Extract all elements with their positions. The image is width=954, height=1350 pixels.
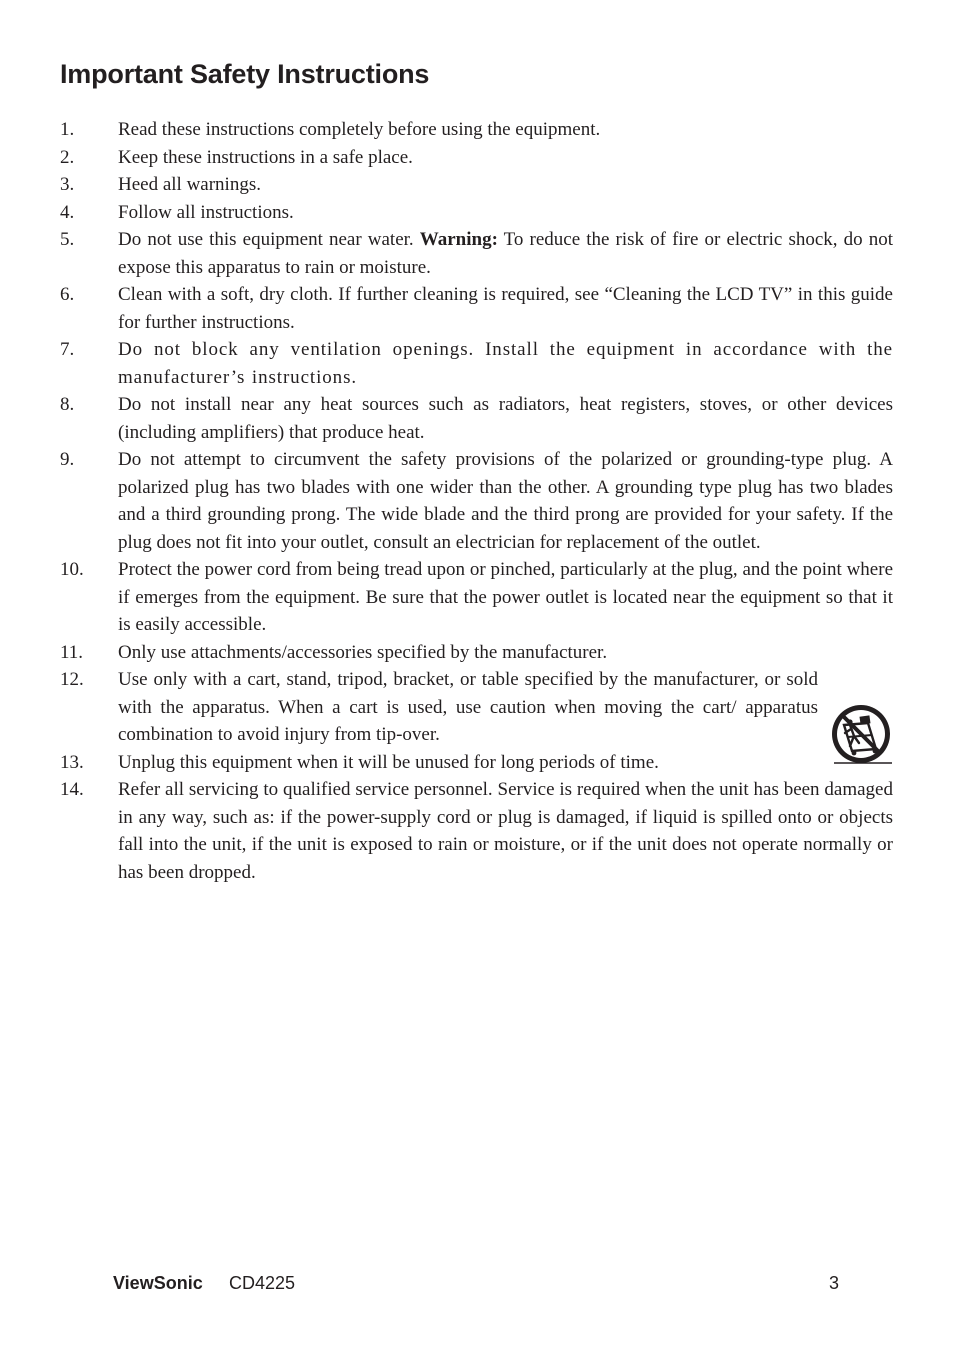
- item-number: 6.: [60, 284, 75, 305]
- item-text: Do not attempt to circumvent the safety provisions of the polarized or grounding-type plug. A polarized plug has two blades with one wider than the other. A grounding type plug has two blades and a third grounding prong. The wide blade and the third prong are provided for your safety. If the plug does not fit into your outlet, consult an electrician for replacement of the outlet.: [118, 449, 893, 553]
- instruction-item-8: [60, 391, 893, 446]
- instruction-item-12: [60, 666, 893, 749]
- item-number: 3.: [60, 174, 75, 195]
- footer-brand: ViewSonic: [113, 1273, 203, 1293]
- instruction-item-2: [60, 144, 893, 172]
- item-text: Unplug this equipment when it will be unused for long periods of time.: [118, 751, 659, 773]
- item-number: 1.: [60, 119, 75, 140]
- item-number: 11.: [60, 641, 84, 663]
- item-number: 4.: [60, 201, 75, 223]
- cart-tipover-warning-icon: [830, 703, 894, 767]
- page-footer: [0, 1272, 954, 1296]
- footer-model: CD4225: [229, 1273, 296, 1293]
- item-text: Do not block any ventilation openings. Install the equipment in accordance with the manufacturer’s instructions.: [118, 339, 893, 388]
- page-title: Important Safety Instructions: [60, 59, 430, 89]
- instruction-item-9: [60, 446, 893, 556]
- safety-instruction-list: [60, 116, 893, 886]
- instruction-item-6: [60, 281, 893, 336]
- instruction-item-13: [60, 749, 893, 777]
- item-number: 2.: [60, 146, 75, 168]
- instruction-item-4: [60, 199, 893, 227]
- item-number: 5.: [60, 229, 75, 250]
- instruction-item-10: [60, 556, 893, 639]
- item-text: Keep these instructions in a safe place.: [118, 146, 413, 168]
- item-number: 9.: [60, 449, 75, 470]
- item-number: 13.: [60, 751, 84, 773]
- item-number: 12.: [60, 669, 84, 690]
- page-number: 3: [829, 1273, 840, 1293]
- item-text-warning: To reduce the risk of fire or electric shock, do not expose this apparatus to rain or moisture.: [118, 229, 894, 278]
- instruction-item-14: [60, 776, 893, 886]
- item-number: 7.: [60, 339, 75, 360]
- item-text: Read these instructions completely before using the equipment.: [118, 119, 601, 140]
- item-text: Do not install near any heat sources such as radiators, heat registers, stoves, or other devices (including amplifiers) that produce heat.: [118, 394, 893, 443]
- instruction-item-3: [60, 171, 893, 199]
- item-text: Refer all servicing to qualified service personnel. Service is required when the unit has been damaged in any way, such as: if the power-supply cord or plug is damaged, if liquid is spilled onto or objects fall into the unit, if the unit is exposed to rain or moisture, or if the unit does not operate normally or has been dropped.: [118, 779, 893, 883]
- item-number: 10.: [60, 559, 84, 580]
- instruction-item-5: [60, 226, 893, 281]
- item-number: 14.: [60, 779, 84, 800]
- item-text: Protect the power cord from being tread upon or pinched, particularly at the plug, and the point where if emerges from the equipment. Be sure that the power outlet is located near the equipment so that it is easily accessible.: [118, 559, 893, 635]
- warning-label: Warning:: [419, 229, 498, 250]
- item-text: Only use attachments/accessories specified by the manufacturer.: [118, 641, 608, 663]
- item-text: Clean with a soft, dry cloth. If further cleaning is required, see “Cleaning the LCD TV” in this guide for further instructions.: [118, 284, 893, 333]
- item-text: Use only with a cart, stand, tripod, bracket, or table specified by the manufacturer, or sold with the apparatus. When a cart is used, use caution when moving the cart/ apparatus combination to avoid injury from tip-over.: [118, 669, 818, 745]
- item-text: Follow all instructions.: [118, 201, 294, 223]
- item-number: 8.: [60, 394, 75, 415]
- instruction-item-11: [60, 639, 893, 667]
- instruction-item-7: [60, 336, 893, 391]
- item-text-lead: Do not use this equipment near water.: [118, 229, 420, 250]
- item-text: [118, 226, 893, 281]
- instruction-item-1: [60, 116, 893, 144]
- item-text: Heed all warnings.: [118, 174, 261, 195]
